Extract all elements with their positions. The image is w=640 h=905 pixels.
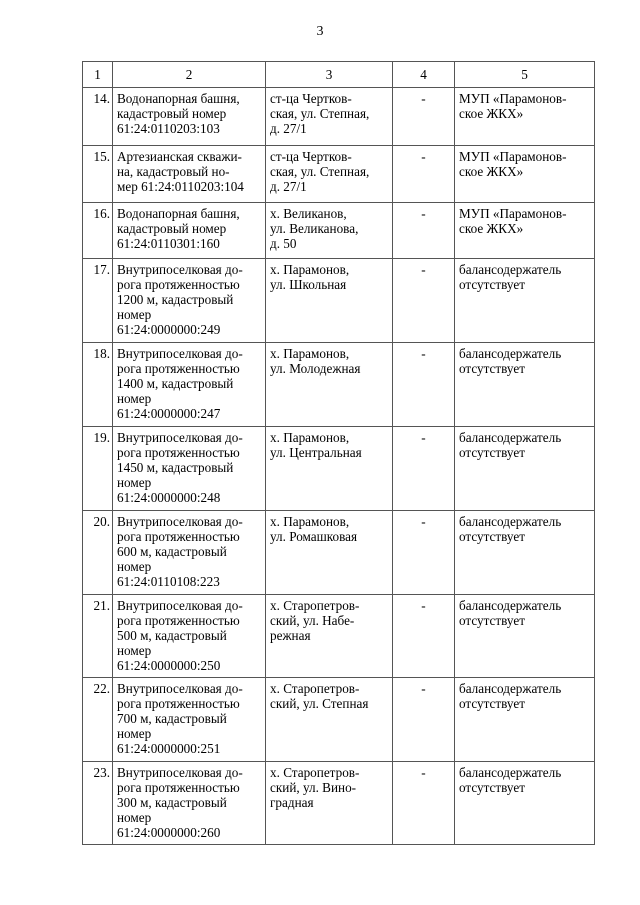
property-table <box>82 61 595 845</box>
object-address <box>266 427 393 511</box>
column-4-value <box>393 88 455 146</box>
column-4-value-text: - <box>421 514 426 529</box>
object-name <box>113 678 266 762</box>
object-address-text: х. Старопетров- ский, ул. Вино- градная <box>270 765 360 810</box>
object-address <box>266 343 393 427</box>
object-address-text: х. Великанов, ул. Великанова, д. 50 <box>270 206 359 251</box>
column-4-value-text: - <box>421 681 426 696</box>
owner-name-text: балансодержатель отсутствует <box>459 765 562 795</box>
column-4-value <box>393 678 455 762</box>
owner-name <box>455 678 595 762</box>
object-name <box>113 88 266 146</box>
object-address <box>266 259 393 343</box>
row-number-text: 18. <box>93 346 110 361</box>
object-name-text: Внутрипоселковая до- рога протяженностью 600 м, кадастровый номер 61:24:0110108:223 <box>117 514 243 589</box>
object-name <box>113 595 266 678</box>
object-address <box>266 146 393 203</box>
column-4-value-text: - <box>421 262 426 277</box>
owner-name-text: балансодержатель отсутствует <box>459 430 562 460</box>
object-name-text: Внутрипоселковая до- рога протяженностью 1450 м, кадастровый номер 61:24:0000000:248 <box>117 430 243 505</box>
object-name-text: Внутрипоселковая до- рога протяженностью 1200 м, кадастровый номер 61:24:0000000:249 <box>117 262 243 337</box>
object-name-text: Внутрипоселковая до- рога протяженностью 700 м, кадастровый номер 61:24:0000000:251 <box>117 681 243 756</box>
row-number-text: 22. <box>93 681 110 696</box>
owner-name-text: балансодержатель отсутствует <box>459 346 562 376</box>
owner-name <box>455 511 595 595</box>
object-name <box>113 511 266 595</box>
object-name-text: Внутрипоселковая до- рога протяженностью 500 м, кадастровый номер 61:24:0000000:250 <box>117 598 243 673</box>
object-address-text: х. Старопетров- ский, ул. Набе- режная <box>270 598 360 643</box>
row-number <box>83 203 113 259</box>
owner-name-text: МУП «Парамонов- ское ЖКХ» <box>459 149 567 179</box>
owner-name <box>455 343 595 427</box>
object-name <box>113 427 266 511</box>
row-number <box>83 259 113 343</box>
object-name-text: Водонапорная башня, кадастровый номер 61:24:0110301:160 <box>117 206 240 251</box>
owner-name <box>455 427 595 511</box>
row-number <box>83 762 113 845</box>
table-row <box>83 259 595 343</box>
column-4-value-text: - <box>421 430 426 445</box>
header-cell-4: 4 <box>393 62 455 88</box>
table-row <box>83 678 595 762</box>
row-number-text: 17. <box>93 262 110 277</box>
object-name-text: Водонапорная башня, кадастровый номер 61:24:0110203:103 <box>117 91 240 136</box>
column-4-value <box>393 259 455 343</box>
owner-name-text: балансодержатель отсутствует <box>459 681 562 711</box>
object-name-text: Внутрипоселковая до- рога протяженностью 300 м, кадастровый номер 61:24:0000000:260 <box>117 765 243 840</box>
column-4-value <box>393 511 455 595</box>
row-number <box>83 146 113 203</box>
object-address-text: х. Парамонов, ул. Молодежная <box>270 346 361 376</box>
owner-name <box>455 203 595 259</box>
header-cell-1: 1 <box>83 62 113 88</box>
object-address-text: х. Парамонов, ул. Школьная <box>270 262 350 292</box>
table-row <box>83 511 595 595</box>
object-address <box>266 203 393 259</box>
owner-name-text: балансодержатель отсутствует <box>459 262 562 292</box>
row-number-text: 23. <box>93 765 110 780</box>
object-address <box>266 678 393 762</box>
object-address-text: ст-ца Чертков- ская, ул. Степная, д. 27/1 <box>270 91 370 136</box>
object-name <box>113 203 266 259</box>
column-4-value-text: - <box>421 149 426 164</box>
object-name <box>113 343 266 427</box>
table-row <box>83 88 595 146</box>
column-4-value-text: - <box>421 765 426 780</box>
object-address <box>266 762 393 845</box>
object-address-text: х. Старопетров- ский, ул. Степная <box>270 681 369 711</box>
row-number <box>83 88 113 146</box>
object-name <box>113 259 266 343</box>
column-4-value <box>393 427 455 511</box>
table-row <box>83 595 595 678</box>
row-number-text: 16. <box>93 206 110 221</box>
object-address-text: х. Парамонов, ул. Ромашковая <box>270 514 358 544</box>
owner-name <box>455 146 595 203</box>
row-number <box>83 427 113 511</box>
row-number-text: 20. <box>93 514 110 529</box>
object-name-text: Артезианская скважи- на, кадастровый но- мер 61:24:0110203:104 <box>117 149 244 194</box>
row-number <box>83 511 113 595</box>
header-cell-2: 2 <box>113 62 266 88</box>
row-number-text: 19. <box>93 430 110 445</box>
column-4-value <box>393 343 455 427</box>
column-4-value-text: - <box>421 91 426 106</box>
row-number <box>83 343 113 427</box>
owner-name-text: балансодержатель отсутствует <box>459 514 562 544</box>
table-row <box>83 146 595 203</box>
object-address <box>266 88 393 146</box>
row-number <box>83 678 113 762</box>
object-name <box>113 146 266 203</box>
object-address-text: ст-ца Чертков- ская, ул. Степная, д. 27/1 <box>270 149 370 194</box>
row-number-text: 14. <box>93 91 110 106</box>
column-4-value-text: - <box>421 346 426 361</box>
column-4-value-text: - <box>421 598 426 613</box>
owner-name <box>455 259 595 343</box>
page-number: 3 <box>316 24 324 39</box>
object-name-text: Внутрипоселковая до- рога протяженностью 1400 м, кадастровый номер 61:24:0000000:247 <box>117 346 243 421</box>
owner-name-text: балансодержатель отсутствует <box>459 598 562 628</box>
column-4-value <box>393 203 455 259</box>
owner-name <box>455 88 595 146</box>
object-address-text: х. Парамонов, ул. Центральная <box>270 430 362 460</box>
row-number <box>83 595 113 678</box>
owner-name <box>455 762 595 845</box>
column-4-value <box>393 762 455 845</box>
object-address <box>266 595 393 678</box>
table-row <box>83 762 595 845</box>
column-4-value <box>393 146 455 203</box>
column-4-value <box>393 595 455 678</box>
table-row <box>83 203 595 259</box>
header-row <box>83 62 595 88</box>
table-row <box>83 427 595 511</box>
object-address <box>266 511 393 595</box>
owner-name-text: МУП «Парамонов- ское ЖКХ» <box>459 206 567 236</box>
header-cell-5: 5 <box>455 62 595 88</box>
owner-name-text: МУП «Парамонов- ское ЖКХ» <box>459 91 567 121</box>
object-name <box>113 762 266 845</box>
row-number-text: 15. <box>93 149 110 164</box>
table-body <box>83 62 595 845</box>
column-4-value-text: - <box>421 206 426 221</box>
table-row <box>83 343 595 427</box>
owner-name <box>455 595 595 678</box>
header-cell-3: 3 <box>266 62 393 88</box>
row-number-text: 21. <box>93 598 110 613</box>
